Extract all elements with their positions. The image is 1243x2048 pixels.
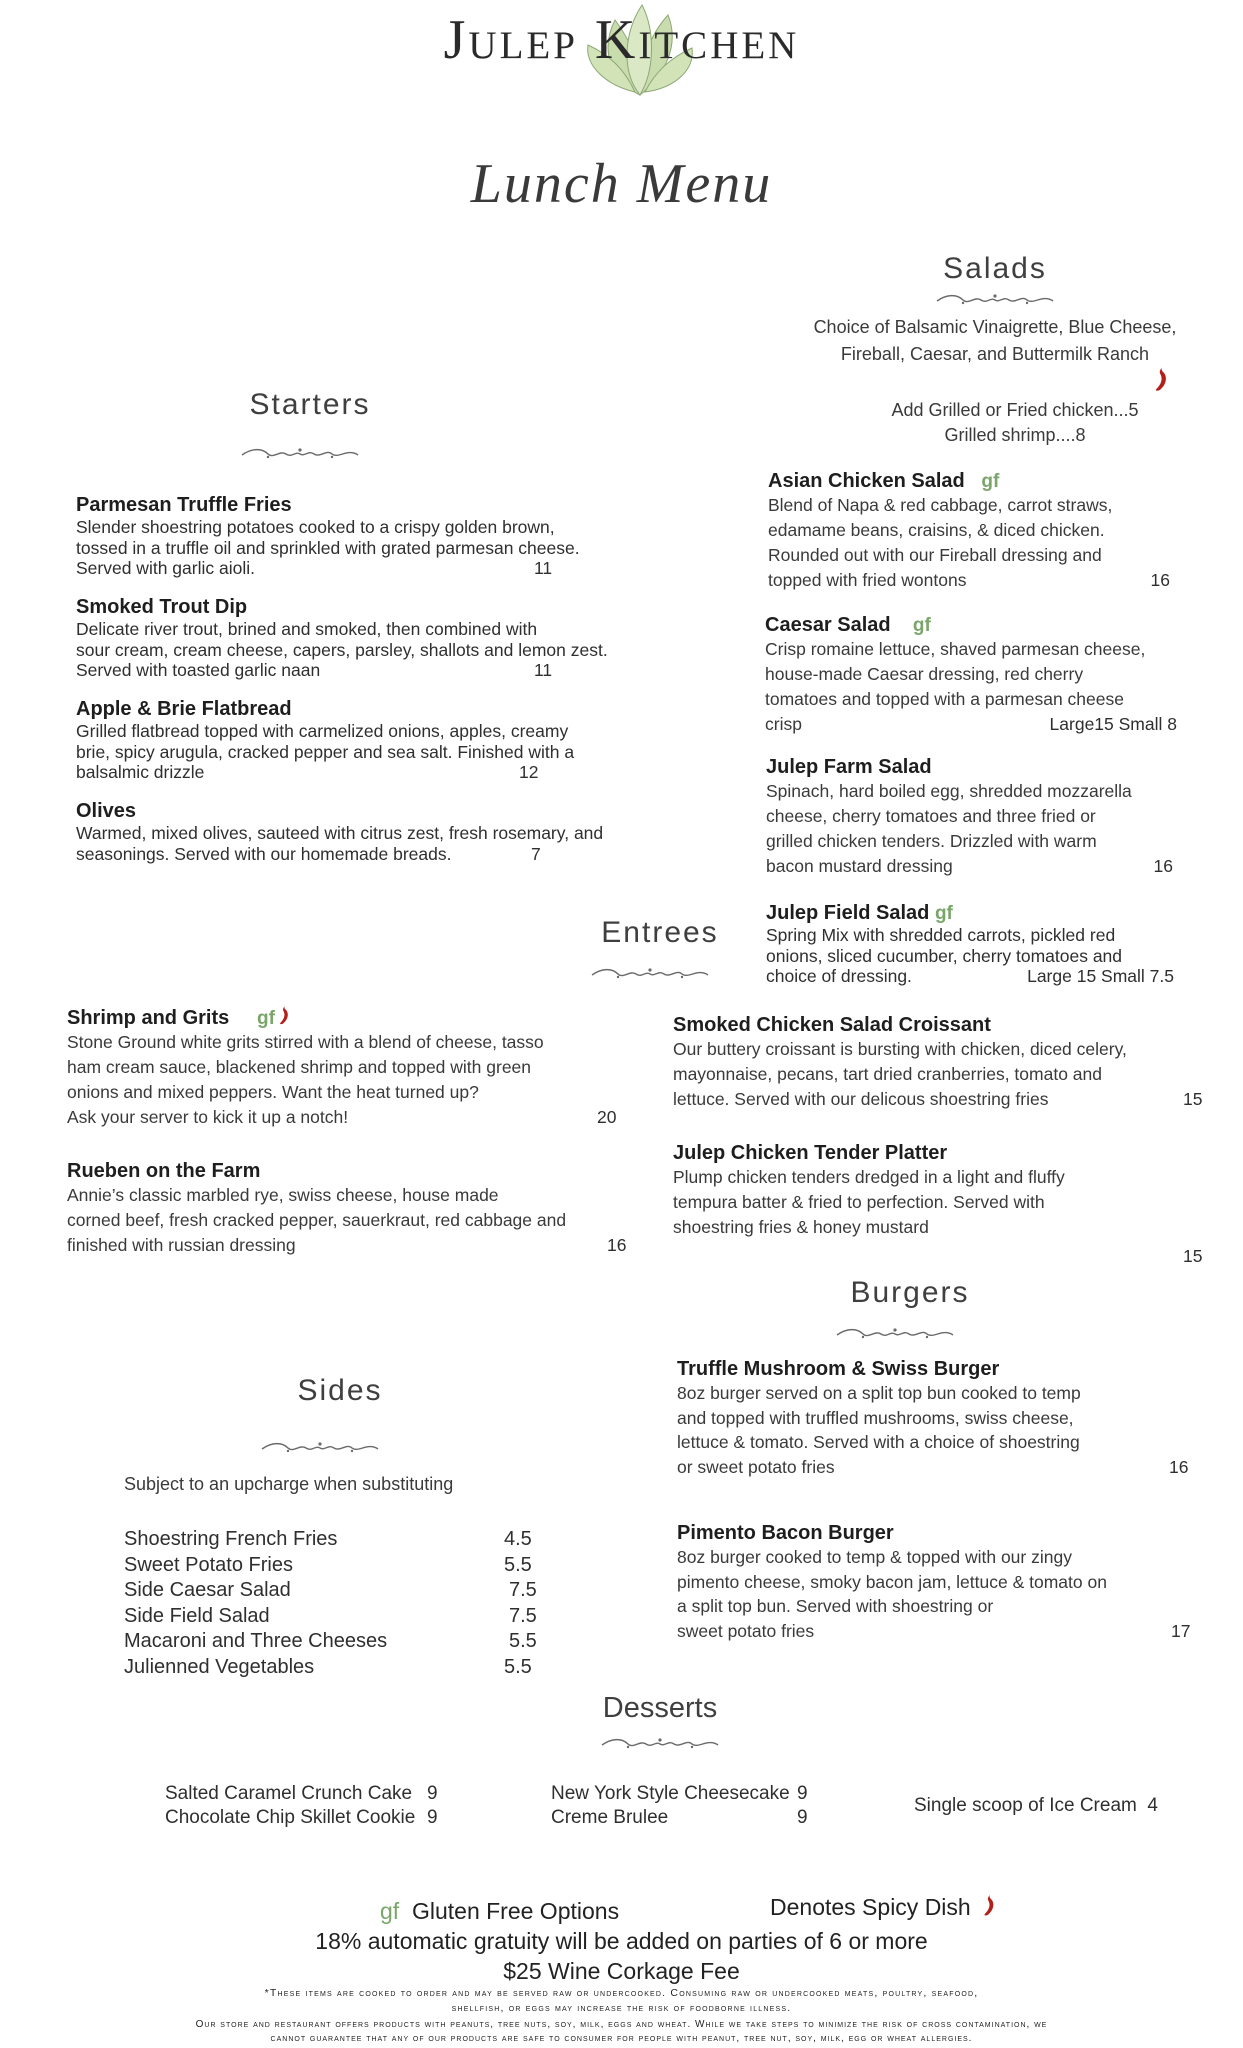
item-price: 9 [797,1807,808,1828]
item-name: Asian Chicken Salad [768,470,965,492]
entrees-title: Entrees [601,916,719,949]
item-description: Our buttery croissant is bursting with chicken, diced celery, mayonnaise, pecans, tart dried cranberries, tomato and lettuce. Served with our delicous shoestring fries 15 [673,1037,1213,1112]
list-item: Macaroni and Three Cheeses 5.5 [124,1630,537,1652]
entree-rueben-on-the-farm [67,1160,647,1258]
starter-apple-brie-flatbread [76,698,696,783]
gf-legend: gf Gluten Free Options [380,1898,620,1924]
salad-asian-chicken [768,470,1188,593]
sides-title: Sides [297,1374,383,1407]
starters-title: Starters [249,388,371,421]
item-price: Large 15 Small 7.5 [1027,966,1174,986]
gf-badge: gf [934,903,953,924]
item-price: 9 [797,1783,808,1804]
salad-julep-farm [766,756,1196,879]
list-item: Salted Caramel Crunch Cake 9 [165,1783,438,1804]
list-item: Sweet Potato Fries 5.5 [124,1553,532,1576]
item-description: Spring Mix with shredded carrots, pickled red onions, sliced cucumber, cherry tomatoes and choice of dressing. Large 15 Small 7.5 [766,925,1174,986]
gf-badge: gf [257,1008,275,1029]
item-name: Smoked Trout Dip [76,596,248,618]
starter-parmesan-truffle-fries [76,494,696,579]
entrees-divider [575,966,725,980]
sides-note: Subject to an upcharge when substituting [124,1474,454,1494]
item-price: 4 [1147,1795,1158,1816]
item-price: 20 [597,1107,617,1127]
item-price: 16 [1169,1456,1189,1477]
item-name: Pimento Bacon Burger [677,1522,894,1544]
item-price: 16 [1153,856,1173,876]
item-description: Slender shoestring potatoes cooked to a crispy golden brown, tossed in a truffle oil and sprinkled with grated parmesan cheese. Served with garlic aioli. 11 [76,517,580,578]
list-item: Side Field Salad 7.5 [124,1604,537,1627]
gratuity-policy: 18% automatic gratuity will be added on parties of 6 or more [315,1928,928,1954]
item-name: Caesar Salad [765,614,891,636]
item-description: Spinach, hard boiled egg, shredded mozzarella cheese, cherry tomatoes and three fried or grilled chicken tenders. Drizzled with warm bacon mustard dressing 16 [766,779,1196,879]
item-price: 12 [519,762,539,782]
item-price: 9 [427,1783,438,1804]
list-item: Creme Brulee 9 [551,1807,808,1828]
item-price: 16 [1150,570,1170,590]
item-name: Olives [76,800,137,822]
item-description: Annie’s classic marbled rye, swiss cheese, house made corned beef, fresh cracked pepper, sauerkraut, red cabbage and finished with russian dressing 16 [67,1183,647,1258]
chili-icon [277,1004,291,1026]
item-price: 17 [1171,1620,1191,1641]
item-price: 5.5 [509,1630,537,1652]
desserts-column-3 [914,1794,1204,1818]
chili-icon [1152,366,1170,392]
sides-list [124,1528,544,1681]
item-name: Apple & Brie Flatbread [76,698,292,720]
item-price: 15 [1183,1089,1203,1109]
spicy-legend: Denotes Spicy Dish [770,1893,997,1921]
item-price: 7.5 [509,1579,537,1601]
starter-smoked-trout-dip [76,596,696,681]
list-item: Single scoop of Ice Cream 4 [914,1795,1158,1816]
item-description: Crisp romaine lettuce, shaved parmesan cheese, house-made Caesar dressing, red cherry tomatoes and topped with a parmesan cheese crisp Large15 Small 8 [765,637,1195,737]
entree-julep-chicken-tender-platter [673,1142,1213,1266]
item-description: Grilled flatbread topped with carmelized onions, apples, creamy brie, spicy arugula, cracked pepper and sea salt. Finished with a balsalmic drizzle 12 [76,721,575,782]
corkage-fee: $25 Wine Corkage Fee [503,1958,740,1984]
list-item: Chocolate Chip Skillet Cookie 9 [165,1807,438,1828]
allergy-disclaimer: Our store and restaurant offers products with peanuts, tree nuts, soy, milk, eggs and wheat. While we take steps to minimize the risk of cross contamination, we cannot guarantee that any of our products are safe to consumer for people with peanut, tree nut, soy, milk, egg or wheat allergies. [0,2018,1243,2046]
salads-title: Salads [943,252,1047,285]
list-item: Shoestring French Fries 4.5 [124,1528,532,1550]
sides-divider [255,1440,385,1454]
item-price: 11 [534,660,553,680]
restaurant-name: Julep Kitchen [443,9,800,71]
menu-title: Lunch Menu [470,153,773,215]
starters-divider [240,446,360,460]
raw-food-disclaimer: *These items are cooked to order and may be served raw or undercooked. Consuming raw or undercooked meats, poultry, seafood, shellfish, or eggs may increase the risk of foodborne illness. [264,1987,979,2014]
item-name: Rueben on the Farm [67,1160,261,1182]
item-description: 8oz burger cooked to temp & topped with our zingy pimento cheese, smoky bacon jam, lettuce & tomato on a split top bun. Served with shoestring or sweet potato fries 17 [677,1545,1197,1643]
burgers-divider [830,1326,960,1340]
gf-badge: gf [981,471,1000,492]
item-name: Shrimp and Grits [67,1007,230,1029]
item-price: Large15 Small 8 [1049,714,1177,734]
salads-divider [935,292,1055,306]
desserts-column-2 [551,1782,841,1830]
item-price: 5.5 [504,1655,532,1678]
starter-olives [76,800,696,864]
chili-icon [981,1893,997,1917]
salad-caesar [765,614,1195,737]
item-name: Julep Farm Salad [766,756,932,778]
item-price: 15 [1183,1246,1203,1266]
item-description: 8oz burger served on a split top bun cooked to temp and topped with truffled mushrooms, swiss cheese, lettuce & tomato. Served with a choice of shoestring or sweet potato fries 16 [677,1381,1197,1479]
item-price: 4.5 [504,1528,532,1550]
item-price: 16 [607,1235,627,1255]
gf-badge: gf [380,1898,400,1924]
burger-truffle-mushroom-swiss [677,1358,1197,1479]
gf-badge: gf [912,615,931,636]
desserts-column-1 [165,1782,455,1830]
desserts-title: Desserts [602,1692,718,1724]
item-price: 11 [534,558,553,578]
list-item: New York Style Cheesecake 9 [551,1783,808,1804]
allergy-disclaimer-line-2: cannot guarantee that any of our products are safe to consumer for people with peanut, tree nut, soy, milk, egg or wheat allergies. [270,2033,973,2044]
desserts-divider [580,1736,740,1750]
entree-shrimp-and-grits [67,1004,647,1130]
item-price: 9 [427,1807,438,1828]
burger-pimento-bacon [677,1522,1197,1643]
item-name: Julep Chicken Tender Platter [673,1142,948,1164]
item-name: Smoked Chicken Salad Croissant [673,1014,991,1036]
salads-addons: Add Grilled or Fried chicken...5 Grilled shrimp....8 [891,400,1139,445]
item-price: 5.5 [504,1553,532,1576]
list-item: Side Caesar Salad 7.5 [124,1579,537,1601]
item-name: Parmesan Truffle Fries [76,494,292,516]
item-name: Julep Field Salad [766,902,930,924]
item-price: 7.5 [509,1604,537,1627]
salads-dressings: Choice of Balsamic Vinaigrette, Blue Cheese, Fireball, Caesar, and Buttermilk Ranch [813,317,1177,364]
entree-smoked-chicken-salad-croissant [673,1014,1213,1112]
burgers-title: Burgers [850,1276,970,1309]
salad-julep-field [766,902,1196,987]
item-description: Blend of Napa & red cabbage, carrot straws, edamame beans, craisins, & diced chicken. Rounded out with our Fireball dressing and topped with fried wontons 16 [768,493,1188,593]
item-description: Warmed, mixed olives, sauteed with citrus zest, fresh rosemary, and seasonings. Served with our homemade breads. 7 [76,823,604,864]
item-description: Plump chicken tenders dredged in a light and fluffy tempura batter & fried to perfection. Served with shoestring fries & honey mustard [673,1167,1065,1237]
item-price: 7 [531,843,541,864]
item-name: Truffle Mushroom & Swiss Burger [677,1358,1000,1380]
item-description: Stone Ground white grits stirred with a blend of cheese, tasso ham cream sauce, blackened shrimp and topped with green onions and mixed peppers. Want the heat turned up? Ask your server to kick it up a notch! 20 [67,1030,647,1130]
item-description: Delicate river trout, brined and smoked, then combined with sour cream, cream cheese, capers, parsley, shallots and lemon zest. Served with toasted garlic naan 11 [76,619,608,680]
list-item: Julienned Vegetables 5.5 [124,1655,532,1678]
